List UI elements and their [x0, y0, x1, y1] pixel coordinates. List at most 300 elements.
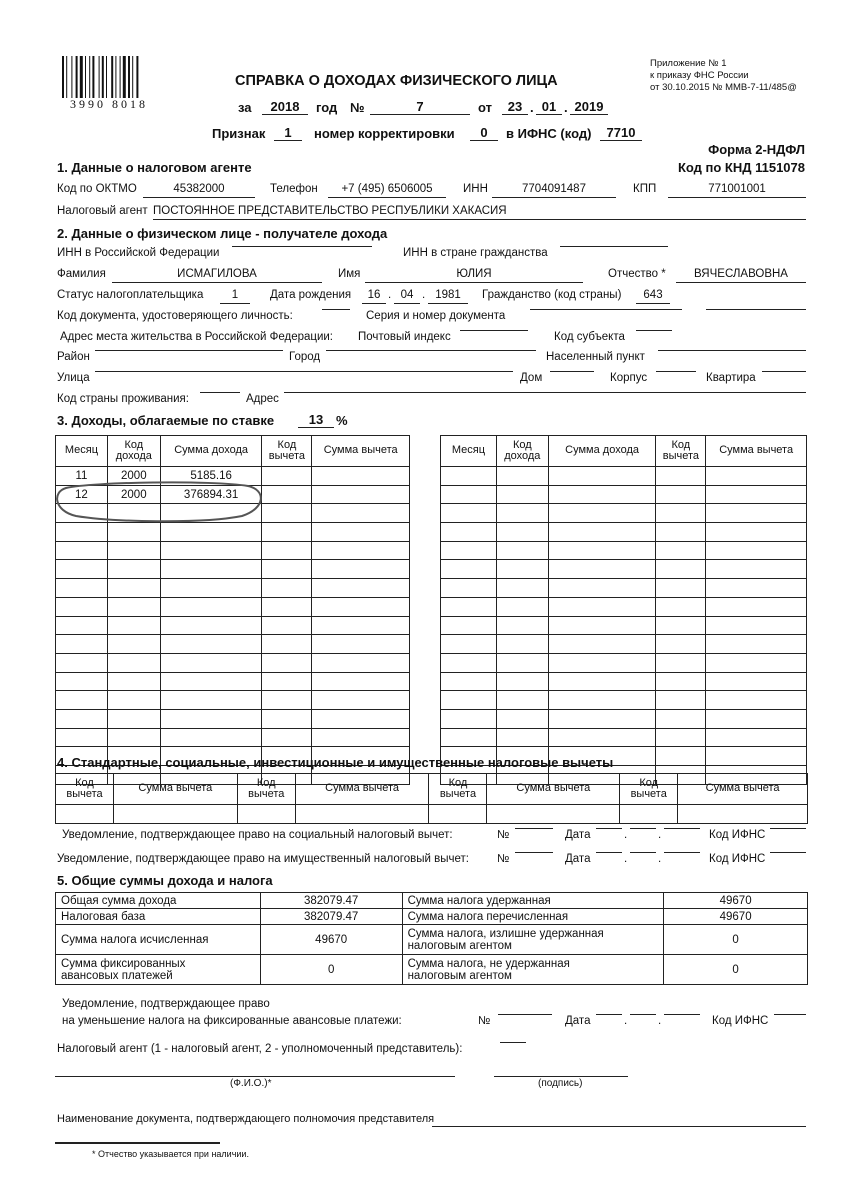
income-month-cell[interactable]: [441, 579, 497, 598]
deduction-code-cell[interactable]: [656, 672, 706, 691]
footnote: * Отчество указывается при наличии.: [92, 1149, 249, 1159]
deduction-amount-cell[interactable]: [312, 467, 410, 486]
property-notice-day[interactable]: [596, 852, 622, 853]
income-code-cell[interactable]: [496, 653, 548, 672]
social-notice-num-label: №: [497, 829, 510, 841]
income-amount-cell[interactable]: [548, 523, 656, 542]
hand-drawn-oval: [52, 478, 267, 524]
house-label: Дом: [520, 372, 543, 384]
patronymic-value[interactable]: ВЯЧЕСЛАВОВНА: [676, 267, 806, 283]
foreign-address-label: Адрес: [246, 393, 279, 405]
income-month-cell[interactable]: [441, 728, 497, 747]
social-notice-day[interactable]: [596, 828, 622, 829]
knd-code: Код по КНД 1151078: [677, 160, 805, 175]
advance-notice-day[interactable]: [596, 1014, 622, 1015]
income-month-cell[interactable]: [441, 672, 497, 691]
income-amount-cell[interactable]: [160, 541, 262, 560]
deduction-amount-cell[interactable]: [312, 616, 410, 635]
postal-code-label: Почтовый индекс: [358, 331, 451, 343]
taxpayer-status-label: Статус налогоплательщика: [57, 289, 204, 301]
advance-notice-month[interactable]: [630, 1014, 656, 1015]
house-value[interactable]: [550, 371, 594, 372]
tax-rate-percent: %: [336, 413, 348, 428]
income-row: [441, 709, 807, 728]
deduction-amount-cell[interactable]: [706, 467, 807, 486]
income-amount-cell[interactable]: 376894.31: [160, 485, 262, 504]
income-month-cell[interactable]: [56, 635, 108, 654]
tax-base-value[interactable]: 382079.47: [260, 909, 402, 925]
income-code-cell[interactable]: [107, 728, 160, 747]
deduction-code-cell[interactable]: [656, 728, 706, 747]
fixed-advance-value[interactable]: 0: [260, 955, 402, 985]
deduction-code-cell[interactable]: [656, 560, 706, 579]
region-code-value[interactable]: [636, 330, 672, 331]
deduction-amount-cell[interactable]: [706, 541, 807, 560]
deduction-cell[interactable]: [620, 805, 678, 824]
income-code-cell[interactable]: [496, 467, 548, 486]
income-amount-cell[interactable]: [160, 635, 262, 654]
income-code-cell[interactable]: [496, 616, 548, 635]
income-code-cell[interactable]: 2000: [107, 467, 160, 486]
income-month-cell[interactable]: [441, 485, 497, 504]
income-amount-cell[interactable]: [548, 541, 656, 560]
deduction-amount-cell[interactable]: [706, 504, 807, 523]
doc-code-value[interactable]: [322, 309, 350, 310]
deduction-amount-cell[interactable]: [312, 691, 410, 710]
oktmo-value[interactable]: 45382000: [143, 182, 255, 198]
deduction-amount-cell[interactable]: [706, 728, 807, 747]
priznak-value[interactable]: 1: [274, 125, 302, 141]
city-label: Город: [289, 351, 321, 363]
tax-not-withheld-value[interactable]: 0: [664, 955, 808, 985]
deduction-code-cell[interactable]: [656, 541, 706, 560]
income-amount-cell[interactable]: [160, 616, 262, 635]
deduction-amount-cell[interactable]: [706, 653, 807, 672]
income-month-cell[interactable]: [441, 691, 497, 710]
report-number[interactable]: 7: [370, 99, 470, 115]
property-notice-year[interactable]: [664, 852, 700, 853]
priznak-label: Признак: [212, 126, 266, 141]
deduction-code-cell[interactable]: [262, 597, 312, 616]
income-month-cell[interactable]: [56, 541, 108, 560]
income-row: [441, 504, 807, 523]
signature-caption: (подпись): [538, 1078, 583, 1089]
income-month-cell[interactable]: [441, 504, 497, 523]
income-code-cell[interactable]: [496, 672, 548, 691]
street-label: Улица: [57, 372, 90, 384]
advance-notice-ifns[interactable]: [774, 1014, 806, 1015]
income-amount-cell[interactable]: [160, 653, 262, 672]
birth-month[interactable]: 04: [394, 288, 420, 304]
citizenship-value[interactable]: 643: [636, 288, 670, 304]
income-amount-cell[interactable]: [160, 597, 262, 616]
social-notice-number[interactable]: [515, 828, 553, 829]
income-code-cell[interactable]: [107, 579, 160, 598]
agent-type-value[interactable]: [500, 1042, 526, 1043]
income-row: [441, 635, 807, 654]
deduction-col-sum: Сумма вычета: [113, 774, 237, 805]
tax-agent-value[interactable]: ПОСТОЯННОЕ ПРЕДСТАВИТЕЛЬСТВО РЕСПУБЛИКИ ХАКАСИЯ: [153, 204, 806, 220]
income-month-cell[interactable]: [56, 709, 108, 728]
income-month-cell[interactable]: [441, 467, 497, 486]
income-row: [56, 616, 410, 635]
deduction-cell[interactable]: [295, 805, 429, 824]
deduction-code-cell[interactable]: [262, 672, 312, 691]
tax-paid-value[interactable]: 49670: [664, 909, 808, 925]
income-row: [441, 691, 807, 710]
income-code-cell[interactable]: [107, 616, 160, 635]
income-row: [56, 579, 410, 598]
income-row: [56, 523, 410, 542]
form-name: Форма 2-НДФЛ: [708, 142, 805, 157]
oktmo-label: Код по ОКТМО: [57, 183, 137, 195]
advance-notice-number[interactable]: [498, 1014, 552, 1015]
deduction-cell[interactable]: [56, 805, 114, 824]
income-amount-cell[interactable]: [548, 579, 656, 598]
correction-number[interactable]: 0: [470, 125, 498, 141]
property-notice-month[interactable]: [630, 852, 656, 853]
income-col-amount: Сумма дохода: [548, 436, 656, 467]
income-row: [56, 691, 410, 710]
deduction-amount-cell[interactable]: [706, 616, 807, 635]
advance-notice-year[interactable]: [664, 1014, 700, 1015]
income-amount-cell[interactable]: [160, 523, 262, 542]
deduction-code-cell[interactable]: [656, 597, 706, 616]
income-row: [56, 635, 410, 654]
property-notice-label: Уведомление, подтверждающее право на имущественный налоговый вычет:: [57, 853, 469, 865]
section-2-title: 2. Данные о физическом лице - получателе дохода: [57, 226, 388, 241]
deduction-amount-cell[interactable]: [312, 597, 410, 616]
deduction-amount-cell[interactable]: [706, 485, 807, 504]
advance-notice-num-label: №: [478, 1015, 491, 1027]
income-row: [441, 579, 807, 598]
barcode-digits: 3990 8018: [70, 97, 148, 111]
deduction-code-cell[interactable]: [656, 747, 706, 766]
birth-day[interactable]: 16: [362, 288, 386, 304]
deduction-code-cell[interactable]: [656, 709, 706, 728]
tax-calculated-label: Сумма налога исчисленная: [56, 925, 261, 955]
income-month-cell[interactable]: [441, 560, 497, 579]
authority-doc-label: Наименование документа, подтверждающего полномочия представителя: [57, 1113, 435, 1125]
social-notice-year[interactable]: [664, 828, 700, 829]
fio-line[interactable]: [55, 1076, 455, 1077]
deduction-code-cell[interactable]: [262, 504, 312, 523]
phone-label: Телефон: [270, 183, 318, 195]
income-month-cell[interactable]: [56, 728, 108, 747]
income-month-cell[interactable]: [441, 523, 497, 542]
income-month-cell[interactable]: [56, 691, 108, 710]
income-code-cell[interactable]: [107, 672, 160, 691]
settlement-label: Населенный пункт: [546, 351, 645, 363]
doc-code-label: Код документа, удостоверяющего личность:: [57, 310, 293, 322]
deduction-code-cell[interactable]: [656, 523, 706, 542]
deduction-cell[interactable]: [487, 805, 620, 824]
deduction-amount-cell[interactable]: [312, 653, 410, 672]
kpp-value[interactable]: 771001001: [668, 182, 806, 198]
signature-line[interactable]: [494, 1076, 628, 1077]
doc-series-extra[interactable]: [706, 309, 806, 310]
deduction-amount-cell[interactable]: [312, 523, 410, 542]
income-amount-cell[interactable]: [548, 467, 656, 486]
deduction-code-cell[interactable]: [656, 467, 706, 486]
income-row: [56, 709, 410, 728]
taxpayer-status-value[interactable]: 1: [220, 288, 250, 304]
tax-withheld-value[interactable]: 49670: [664, 893, 808, 909]
income-code-cell[interactable]: [496, 560, 548, 579]
deduction-amount-cell[interactable]: [706, 635, 807, 654]
income-row: [441, 523, 807, 542]
income-month-cell[interactable]: [56, 597, 108, 616]
deduction-code-cell[interactable]: [656, 691, 706, 710]
fio-caption: (Ф.И.О.)*: [230, 1078, 272, 1089]
income-row: [56, 672, 410, 691]
deduction-code-cell[interactable]: [262, 541, 312, 560]
deduction-amount-cell[interactable]: [706, 672, 807, 691]
deduction-amount-cell[interactable]: [706, 523, 807, 542]
deduction-col-code: Код вычета: [237, 774, 295, 805]
date-label: от: [478, 100, 492, 115]
deduction-code-cell[interactable]: [656, 504, 706, 523]
income-col-amount: Сумма дохода: [160, 436, 262, 467]
deduction-col-code: Код вычета: [620, 774, 678, 805]
income-month-cell[interactable]: [441, 635, 497, 654]
building-value[interactable]: [656, 371, 696, 372]
total-income-label: Общая сумма дохода: [56, 893, 261, 909]
income-month-cell[interactable]: [56, 560, 108, 579]
foreign-address-value[interactable]: [284, 392, 806, 393]
property-notice-number[interactable]: [515, 852, 553, 853]
agent-inn-label: ИНН: [463, 183, 488, 195]
deduction-amount-cell[interactable]: [312, 579, 410, 598]
income-month-cell[interactable]: 12: [56, 485, 108, 504]
street-value[interactable]: [95, 371, 513, 372]
income-code-cell[interactable]: [496, 709, 548, 728]
income-code-cell[interactable]: [496, 597, 548, 616]
deduction-amount-cell[interactable]: [312, 709, 410, 728]
income-code-cell[interactable]: [107, 653, 160, 672]
income-row: [441, 653, 807, 672]
income-code-cell[interactable]: 2000: [107, 485, 160, 504]
ifns-code[interactable]: 7710: [600, 125, 642, 141]
report-date-month[interactable]: 01: [536, 99, 562, 115]
income-code-cell[interactable]: [496, 691, 548, 710]
deduction-code-cell[interactable]: [262, 653, 312, 672]
deduction-code-cell[interactable]: [262, 523, 312, 542]
income-amount-cell[interactable]: [548, 597, 656, 616]
deduction-amount-cell[interactable]: [312, 504, 410, 523]
income-row: [441, 597, 807, 616]
deduction-code-cell[interactable]: [262, 728, 312, 747]
income-month-cell[interactable]: [56, 672, 108, 691]
income-month-cell[interactable]: [441, 709, 497, 728]
deduction-code-cell[interactable]: [262, 485, 312, 504]
report-date-year[interactable]: 2019: [570, 99, 608, 115]
report-date-day[interactable]: 23: [502, 99, 528, 115]
total-income-value[interactable]: 382079.47: [260, 893, 402, 909]
first-name-value[interactable]: ЮЛИЯ: [365, 267, 583, 283]
agent-type-label: Налоговый агент (1 - налоговый агент, 2 - уполномоченный представитель):: [57, 1043, 463, 1055]
surname-value[interactable]: ИСМАГИЛОВА: [112, 267, 322, 283]
income-amount-cell[interactable]: [160, 728, 262, 747]
fixed-advance-label-line2: авансовых платежей: [61, 969, 173, 982]
tax-base-label: Налоговая база: [56, 909, 261, 925]
income-amount-cell[interactable]: [160, 691, 262, 710]
income-row: [441, 467, 807, 486]
income-amount-cell[interactable]: [548, 728, 656, 747]
doc-series-value[interactable]: [530, 309, 682, 310]
income-month-cell[interactable]: [56, 653, 108, 672]
deduction-code-cell[interactable]: [656, 616, 706, 635]
income-month-cell[interactable]: [441, 653, 497, 672]
deduction-code-cell[interactable]: [262, 709, 312, 728]
agent-inn-value[interactable]: 7704091487: [492, 182, 616, 198]
income-amount-cell[interactable]: [160, 709, 262, 728]
income-code-cell[interactable]: [107, 597, 160, 616]
income-amount-cell[interactable]: [548, 485, 656, 504]
district-value[interactable]: [95, 350, 283, 351]
income-month-cell[interactable]: [56, 616, 108, 635]
tax-not-withheld-label-line2: налоговым агентом: [407, 969, 512, 982]
deduction-amount-cell[interactable]: [312, 485, 410, 504]
deduction-amount-cell[interactable]: [706, 691, 807, 710]
deduction-cell[interactable]: [429, 805, 487, 824]
income-code-cell[interactable]: [496, 635, 548, 654]
deduction-amount-cell[interactable]: [312, 560, 410, 579]
income-code-cell[interactable]: [107, 709, 160, 728]
surname-label: Фамилия: [57, 268, 106, 280]
birth-date-label: Дата рождения: [270, 289, 352, 301]
deduction-cell[interactable]: [237, 805, 295, 824]
tax-excess-value[interactable]: 0: [664, 925, 808, 955]
income-month-cell[interactable]: [441, 616, 497, 635]
income-code-cell[interactable]: [107, 541, 160, 560]
income-amount-cell[interactable]: [548, 672, 656, 691]
income-code-cell[interactable]: [107, 691, 160, 710]
property-notice-ifns-label: Код ИФНС: [709, 853, 766, 865]
residence-country-value[interactable]: [200, 392, 240, 393]
income-amount-cell[interactable]: [160, 560, 262, 579]
inn-foreign-value[interactable]: [560, 246, 668, 247]
deduction-code-cell[interactable]: [656, 485, 706, 504]
income-month-cell[interactable]: [441, 597, 497, 616]
deduction-amount-cell[interactable]: [312, 672, 410, 691]
income-row: [441, 541, 807, 560]
income-month-cell[interactable]: [441, 541, 497, 560]
income-col-deduction-amount: Сумма вычета: [706, 436, 807, 467]
tax-calculated-value[interactable]: 49670: [260, 925, 402, 955]
postal-code-value[interactable]: [460, 330, 528, 331]
income-amount-cell[interactable]: [548, 653, 656, 672]
income-code-cell[interactable]: [107, 635, 160, 654]
income-month-cell[interactable]: [56, 579, 108, 598]
income-code-cell[interactable]: [496, 728, 548, 747]
report-year[interactable]: 2018: [262, 99, 308, 115]
section-1-title: 1. Данные о налоговом агенте: [57, 160, 252, 175]
income-code-cell[interactable]: [496, 541, 548, 560]
social-notice-date-label: Дата: [565, 829, 591, 841]
income-row: [441, 616, 807, 635]
authority-doc-line[interactable]: [432, 1126, 806, 1127]
document-title: СПРАВКА О ДОХОДАХ ФИЗИЧЕСКОГО ЛИЦА: [235, 73, 558, 89]
income-month-cell[interactable]: 11: [56, 467, 108, 486]
income-amount-cell[interactable]: [548, 560, 656, 579]
flat-label: Квартира: [706, 372, 756, 384]
social-notice-ifns[interactable]: [770, 828, 806, 829]
income-code-cell[interactable]: [496, 504, 548, 523]
income-code-cell[interactable]: [107, 560, 160, 579]
deduction-amount-cell[interactable]: [706, 747, 807, 766]
deduction-amount-cell[interactable]: [706, 709, 807, 728]
income-code-cell[interactable]: [496, 523, 548, 542]
income-amount-cell[interactable]: [548, 691, 656, 710]
district-label: Район: [57, 351, 90, 363]
income-code-cell[interactable]: [496, 485, 548, 504]
settlement-value[interactable]: [658, 350, 806, 351]
income-amount-cell[interactable]: 5185.16: [160, 467, 262, 486]
income-amount-cell[interactable]: [160, 672, 262, 691]
deduction-code-cell[interactable]: [262, 616, 312, 635]
city-value[interactable]: [326, 350, 536, 351]
deduction-code-cell[interactable]: [262, 635, 312, 654]
deduction-amount-cell[interactable]: [312, 728, 410, 747]
deduction-code-cell[interactable]: [656, 653, 706, 672]
deduction-amount-cell[interactable]: [312, 541, 410, 560]
property-notice-date-label: Дата: [565, 853, 591, 865]
god-label: год: [316, 100, 338, 115]
deduction-cell[interactable]: [678, 805, 808, 824]
deduction-amount-cell[interactable]: [312, 635, 410, 654]
totals-table: [55, 892, 808, 985]
deduction-code-cell[interactable]: [262, 691, 312, 710]
birth-year[interactable]: 1981: [428, 288, 468, 304]
deduction-cell[interactable]: [113, 805, 237, 824]
inn-rf-value[interactable]: [232, 246, 372, 247]
property-notice-ifns[interactable]: [770, 852, 806, 853]
tax-rate-value[interactable]: 13: [298, 412, 334, 428]
income-amount-cell[interactable]: [548, 616, 656, 635]
deduction-code-cell[interactable]: [656, 579, 706, 598]
tax-agent-label: Налоговый агент: [57, 205, 148, 217]
income-amount-cell[interactable]: [548, 635, 656, 654]
deductions-table: [55, 773, 808, 824]
phone-value[interactable]: +7 (495) 6506005: [328, 182, 446, 198]
income-amount-cell[interactable]: [548, 709, 656, 728]
deduction-code-cell[interactable]: [262, 579, 312, 598]
income-code-cell[interactable]: [107, 523, 160, 542]
deduction-amount-cell[interactable]: [706, 579, 807, 598]
flat-value[interactable]: [762, 371, 806, 372]
deduction-code-cell[interactable]: [656, 635, 706, 654]
deduction-code-cell[interactable]: [262, 560, 312, 579]
deduction-code-cell[interactable]: [262, 467, 312, 486]
income-code-cell[interactable]: [496, 579, 548, 598]
tax-not-withheld-label-line1: Сумма налога, не удержанная: [407, 957, 570, 970]
number-label: №: [350, 100, 365, 115]
deduction-amount-cell[interactable]: [706, 560, 807, 579]
deduction-col-code: Код вычета: [429, 774, 487, 805]
income-row: [56, 541, 410, 560]
building-label: Корпус: [610, 372, 648, 384]
income-row: [441, 560, 807, 579]
income-amount-cell[interactable]: [160, 579, 262, 598]
barcode-image: [62, 56, 162, 98]
income-month-cell[interactable]: [56, 523, 108, 542]
deduction-amount-cell[interactable]: [706, 597, 807, 616]
section-4-title: 4. Стандартные, социальные, инвестиционные и имущественные налоговые вычеты: [57, 755, 614, 770]
income-amount-cell[interactable]: [548, 504, 656, 523]
social-notice-month[interactable]: [630, 828, 656, 829]
first-name-label: Имя: [338, 268, 361, 280]
